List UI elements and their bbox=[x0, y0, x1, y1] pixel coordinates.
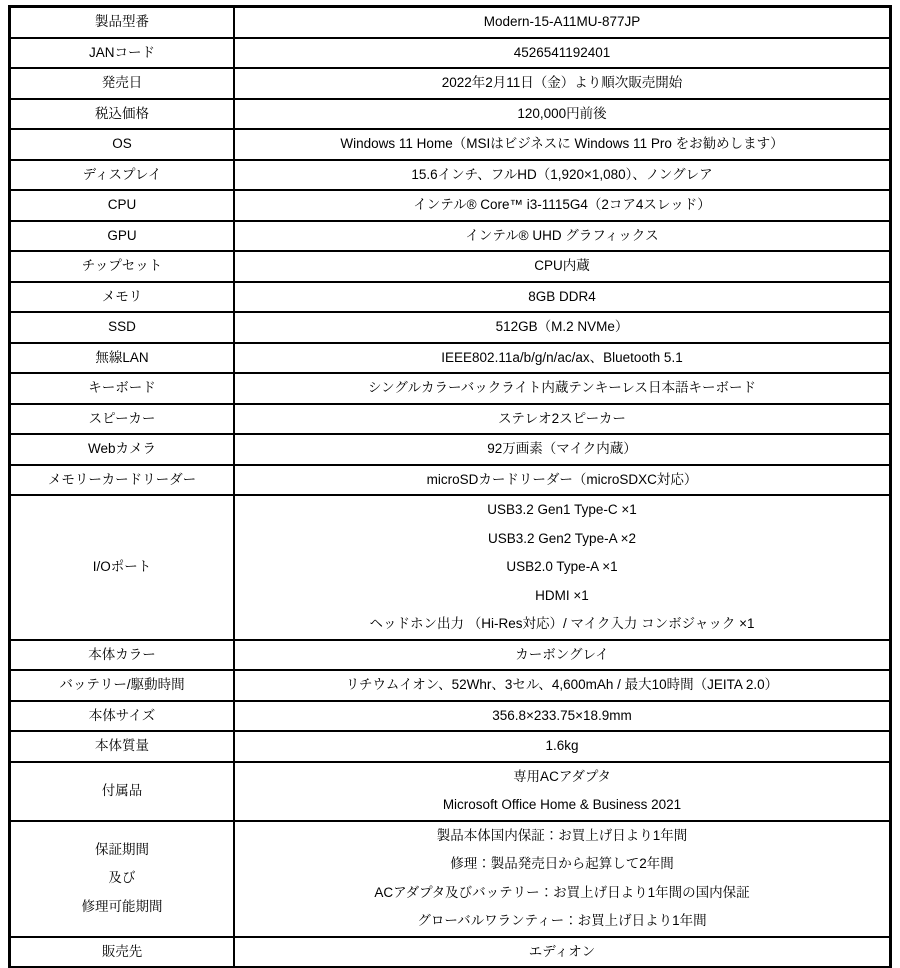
spec-value-cell bbox=[234, 434, 891, 465]
spec-label-cell bbox=[10, 343, 235, 374]
spec-row bbox=[10, 495, 891, 640]
spec-label-line: CPU bbox=[107, 197, 137, 212]
spec-label-cell bbox=[10, 373, 235, 404]
spec-value-cell bbox=[234, 701, 891, 732]
spec-value-cell bbox=[234, 312, 891, 343]
spec-row bbox=[10, 221, 891, 252]
spec-value-line: microSDカードリーダー（microSDXC対応） bbox=[426, 471, 698, 487]
spec-label-line: OS bbox=[112, 136, 132, 151]
spec-value-line: ステレオ2スピーカー bbox=[498, 410, 626, 426]
spec-value-line: USB2.0 Type-A ×1 bbox=[506, 559, 618, 574]
spec-label-cell bbox=[10, 821, 235, 937]
spec-label-line: 保証期間 bbox=[95, 841, 149, 857]
spec-row bbox=[10, 670, 891, 701]
spec-label-line: 販売先 bbox=[101, 943, 143, 959]
spec-label-cell bbox=[10, 160, 235, 191]
spec-label-line: 及び bbox=[108, 870, 136, 886]
spec-label-line: スピーカー bbox=[88, 410, 156, 426]
spec-row bbox=[10, 373, 891, 404]
spec-row bbox=[10, 99, 891, 130]
spec-label-cell bbox=[10, 38, 235, 69]
spec-label-line: JANコード bbox=[88, 44, 155, 60]
spec-value-line: リチウムイオン、52Whr、3セル、4,600mAh / 最大10時間（JEITA 2.0） bbox=[345, 677, 779, 692]
spec-value-line: IEEE802.11a/b/g/n/ac/ax、Bluetooth 5.1 bbox=[441, 349, 683, 365]
spec-value-line: 92万画素（マイク内蔵） bbox=[487, 441, 637, 456]
spec-value-line: 修理：製品発売日から起算して2年間 bbox=[450, 856, 674, 871]
spec-value-cell bbox=[234, 821, 891, 937]
spec-label-cell bbox=[10, 129, 235, 160]
spec-row bbox=[10, 762, 891, 821]
spec-row bbox=[10, 404, 891, 435]
spec-label-cell bbox=[10, 221, 235, 252]
spec-value-cell bbox=[234, 404, 891, 435]
spec-row bbox=[10, 640, 891, 671]
spec-value-line: 15.6インチ、フルHD（1,920×1,080）、ノングレア bbox=[411, 166, 713, 182]
spec-label-cell bbox=[10, 282, 235, 313]
spec-label-cell bbox=[10, 251, 235, 282]
spec-value-line: 製品本体国内保証：お買上げ日より1年間 bbox=[436, 827, 688, 843]
spec-label-cell bbox=[10, 404, 235, 435]
spec-row bbox=[10, 160, 891, 191]
spec-value-line: 1.6kg bbox=[545, 738, 579, 753]
spec-label-line: 税込価格 bbox=[95, 105, 149, 121]
spec-value-line: 120,000円前後 bbox=[517, 105, 607, 121]
spec-row bbox=[10, 821, 891, 937]
spec-value-line: 356.8×233.75×18.9mm bbox=[492, 707, 632, 723]
spec-value-cell bbox=[234, 762, 891, 821]
spec-value-line: ACアダプタ及びバッテリー：お買上げ日より1年間の国内保証 bbox=[374, 884, 750, 900]
spec-label-cell bbox=[10, 99, 235, 130]
spec-row bbox=[10, 190, 891, 221]
spec-value-line: カーボングレイ bbox=[515, 646, 609, 662]
spec-label-cell bbox=[10, 762, 235, 821]
spec-value-line: インテル® Core™ i3-1115G4（2コア4スレッド） bbox=[413, 197, 711, 212]
spec-value-line: グローバルワランティー：お買上げ日より1年間 bbox=[417, 913, 707, 928]
spec-table-body bbox=[10, 7, 891, 968]
spec-value-line: CPU内蔵 bbox=[534, 258, 590, 273]
spec-row bbox=[10, 282, 891, 313]
spec-label-cell bbox=[10, 640, 235, 671]
spec-label-cell bbox=[10, 731, 235, 762]
spec-label-cell bbox=[10, 434, 235, 465]
spec-value-line: USB3.2 Gen2 Type-A ×2 bbox=[488, 530, 636, 546]
spec-value-cell bbox=[234, 670, 891, 701]
spec-label-line: 本体カラー bbox=[88, 646, 156, 662]
spec-row bbox=[10, 312, 891, 343]
spec-row bbox=[10, 937, 891, 968]
spec-row bbox=[10, 731, 891, 762]
spec-value-line: 2022年2月11日（金）より順次販売開始 bbox=[441, 75, 683, 90]
spec-row bbox=[10, 343, 891, 374]
spec-label-line: SSD bbox=[108, 319, 136, 334]
spec-label-line: 本体サイズ bbox=[88, 707, 156, 723]
spec-value-cell bbox=[234, 495, 891, 640]
spec-row bbox=[10, 434, 891, 465]
spec-label-line: Webカメラ bbox=[87, 441, 156, 456]
spec-value-line: HDMI ×1 bbox=[535, 587, 589, 603]
spec-label-cell bbox=[10, 190, 235, 221]
spec-row bbox=[10, 7, 891, 38]
spec-value-cell bbox=[234, 373, 891, 404]
spec-value-cell bbox=[234, 640, 891, 671]
spec-label-cell bbox=[10, 465, 235, 496]
spec-label-line: 修理可能期間 bbox=[81, 898, 163, 914]
spec-label-line: バッテリー/駆動時間 bbox=[59, 677, 185, 692]
spec-value-cell bbox=[234, 99, 891, 130]
spec-row bbox=[10, 129, 891, 160]
spec-value-cell bbox=[234, 343, 891, 374]
spec-value-line: 8GB DDR4 bbox=[528, 288, 596, 304]
spec-label-cell bbox=[10, 670, 235, 701]
spec-label-cell bbox=[10, 937, 235, 968]
spec-value-line: ヘッドホン出力 （Hi-Res対応）/ マイク入力 コンボジャック ×1 bbox=[369, 616, 755, 631]
spec-label-cell bbox=[10, 7, 235, 38]
spec-value-cell bbox=[234, 731, 891, 762]
product-spec-table bbox=[8, 5, 892, 968]
spec-label-line: 本体質量 bbox=[95, 738, 149, 753]
spec-value-cell bbox=[234, 7, 891, 38]
spec-value-cell bbox=[234, 129, 891, 160]
spec-value-line: インテル® UHD グラフィックス bbox=[465, 227, 659, 243]
spec-row bbox=[10, 38, 891, 69]
spec-value-line: USB3.2 Gen1 Type-C ×1 bbox=[487, 502, 637, 517]
spec-label-line: メモリ bbox=[101, 288, 143, 304]
spec-value-cell bbox=[234, 282, 891, 313]
spec-label-cell bbox=[10, 312, 235, 343]
spec-value-line: Modern-15-A11MU-877JP bbox=[483, 14, 641, 29]
spec-label-line: チップセット bbox=[81, 258, 163, 273]
spec-value-cell bbox=[234, 190, 891, 221]
spec-label-line: 付属品 bbox=[101, 782, 143, 798]
spec-label-line: メモリーカードリーダー bbox=[47, 471, 197, 487]
spec-label-line: GPU bbox=[107, 227, 137, 243]
spec-row bbox=[10, 701, 891, 732]
spec-value-line: 専用ACアダプタ bbox=[513, 768, 611, 784]
spec-value-cell bbox=[234, 221, 891, 252]
spec-value-line: Windows 11 Home（MSIはビジネスに Windows 11 Pro をお勧めします） bbox=[340, 136, 784, 151]
spec-value-cell bbox=[234, 251, 891, 282]
spec-value-line: Microsoft Office Home & Business 2021 bbox=[442, 797, 682, 812]
spec-value-cell bbox=[234, 465, 891, 496]
spec-value-line: 512GB（M.2 NVMe） bbox=[495, 319, 629, 334]
spec-label-line: キーボード bbox=[88, 380, 156, 395]
spec-row bbox=[10, 68, 891, 99]
spec-value-cell bbox=[234, 68, 891, 99]
spec-label-line: 発売日 bbox=[101, 75, 143, 90]
spec-value-line: エディオン bbox=[528, 943, 596, 959]
spec-value-cell bbox=[234, 38, 891, 69]
spec-row bbox=[10, 251, 891, 282]
spec-row bbox=[10, 465, 891, 496]
spec-value-line: 4526541192401 bbox=[513, 44, 611, 60]
spec-label-line: I/Oポート bbox=[92, 559, 152, 574]
spec-value-cell bbox=[234, 937, 891, 968]
spec-label-line: 製品型番 bbox=[95, 14, 149, 29]
spec-value-line: シングルカラーバックライト内蔵テンキーレス日本語キーボード bbox=[367, 380, 757, 395]
spec-label-cell bbox=[10, 701, 235, 732]
spec-label-line: ディスプレイ bbox=[82, 166, 162, 182]
spec-label-line: 無線LAN bbox=[95, 349, 149, 365]
spec-label-cell bbox=[10, 68, 235, 99]
spec-label-cell bbox=[10, 495, 235, 640]
spec-value-cell bbox=[234, 160, 891, 191]
